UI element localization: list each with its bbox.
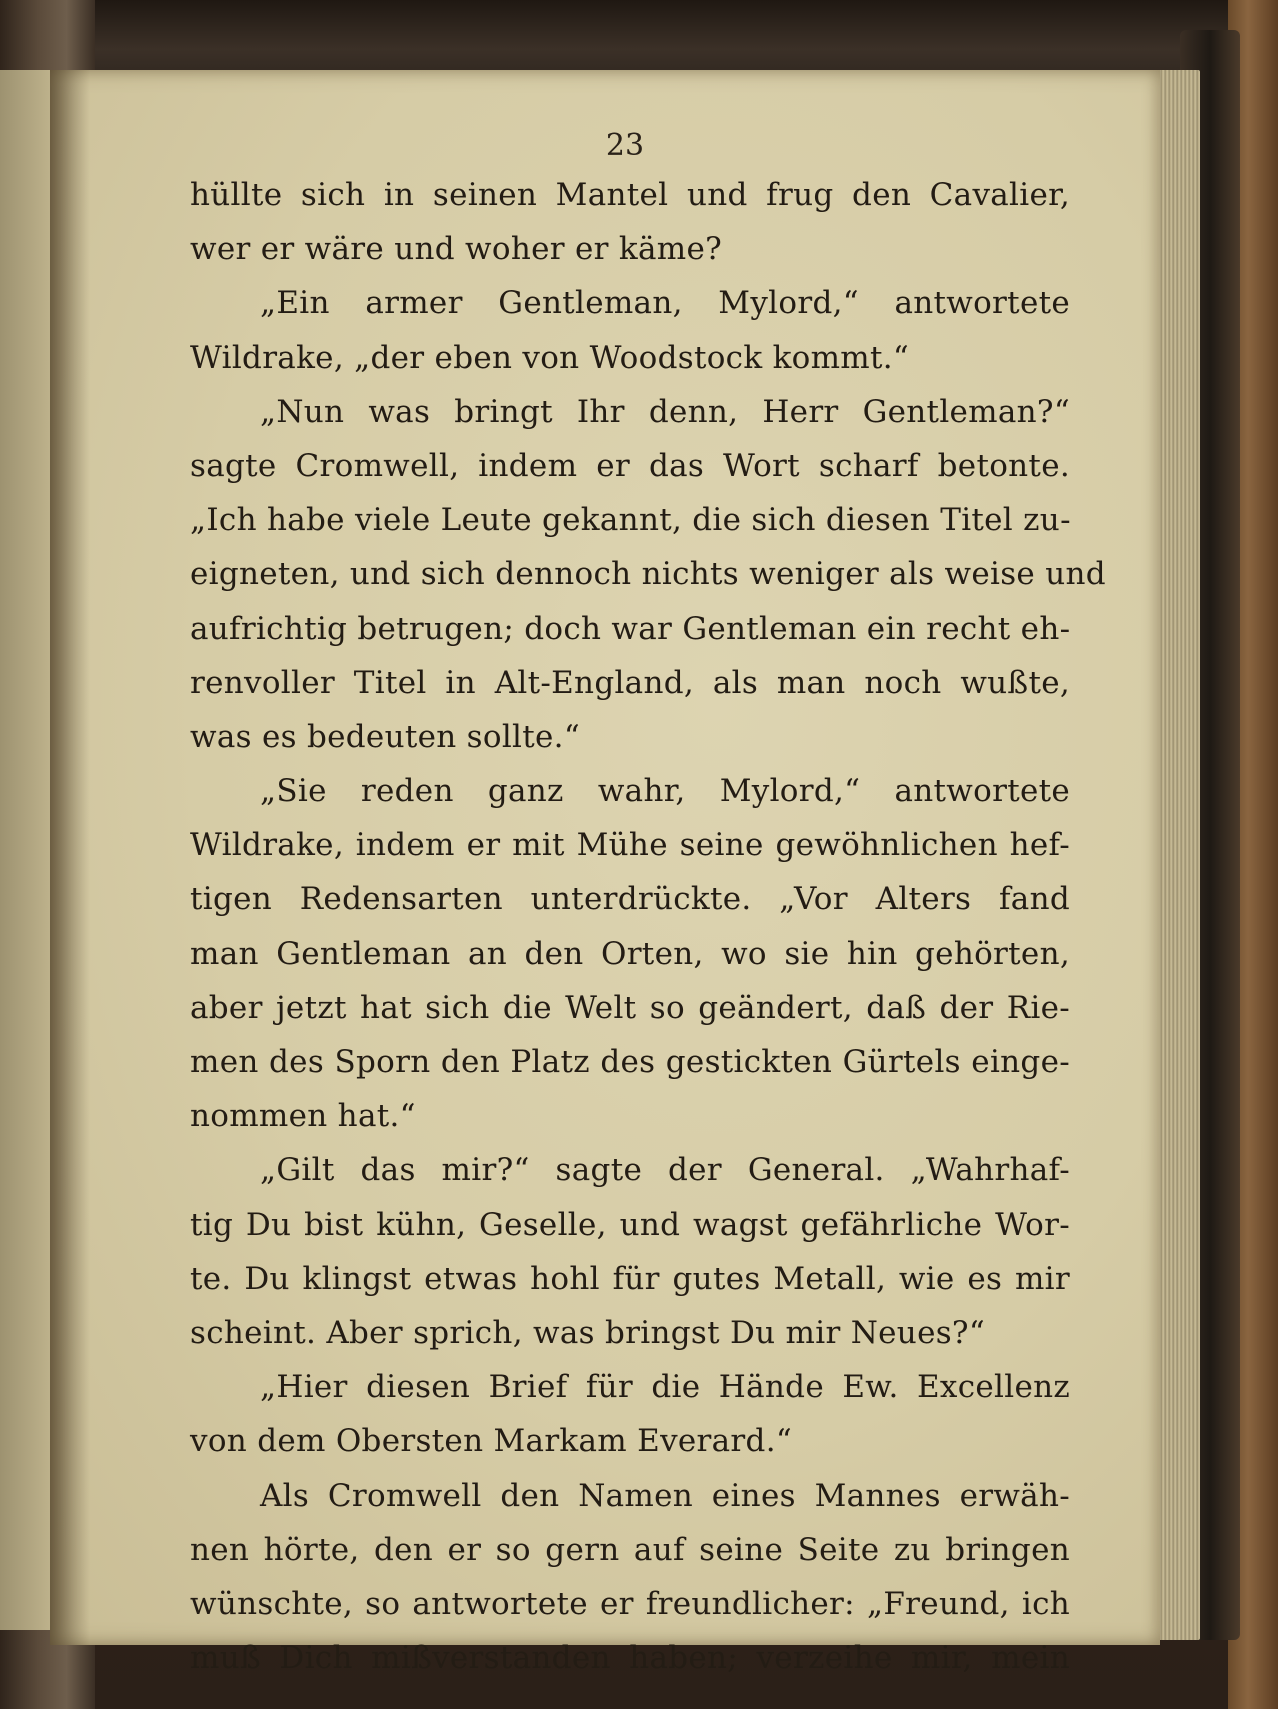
body-text bbox=[190, 168, 1106, 1685]
text-line: hüllte sich in seinen Mantel und frug den Cavalier, bbox=[190, 177, 1070, 213]
text-line: wer er wäre und woher er käme? bbox=[190, 231, 723, 268]
text-line: „Hier diesen Brief für die Hände Ew. Excellenz bbox=[260, 1369, 1070, 1406]
text-line: „Gilt das mir?“ sagte der General. „Wahrhaf- bbox=[260, 1152, 1070, 1189]
text-line: te. Du klingst etwas hohl für gutes Metall, wie es mir bbox=[190, 1260, 1070, 1297]
text-line: „Ich habe viele Leute gekannt, die sich diesen Titel zu- bbox=[190, 502, 1071, 539]
text-line: was es bedeuten sollte.“ bbox=[190, 718, 580, 755]
page-number: 23 bbox=[605, 128, 645, 163]
text-line: tigen Redensarten unterdrückte. „Vor Alters fand bbox=[190, 881, 1070, 918]
text-line: renvoller Titel in Alt-England, als man noch wußte, bbox=[190, 664, 1070, 701]
text-line: „Nun was bringt Ihr denn, Herr Gentleman?“ bbox=[260, 393, 1070, 430]
text-line: aufrichtig betrugen; doch war Gentleman ein recht eh- bbox=[190, 610, 1071, 647]
text-line: nen hörte, den er so gern auf seine Seite zu bringen bbox=[190, 1531, 1070, 1568]
text-line: man Gentleman an den Orten, wo sie hin gehörten, bbox=[190, 935, 1070, 972]
text-line: Als Cromwell den Namen eines Mannes erwäh- bbox=[260, 1477, 1070, 1514]
text-line: Wildrake, „der eben von Woodstock kommt.“ bbox=[190, 339, 910, 376]
text-line: eigneten, und sich dennoch nichts weniger als weise und bbox=[190, 556, 1106, 593]
text-line: wünschte, so antwortete er freundlicher: „Freund, ich bbox=[190, 1585, 1070, 1622]
text-line: muß Dich mißverstanden haben; verzeihe mir, mein bbox=[190, 1640, 1070, 1677]
text-line: „Sie reden ganz wahr, Mylord,“ antwortete bbox=[260, 773, 1070, 810]
text-line: aber jetzt hat sich die Welt so geändert, daß der Rie- bbox=[190, 989, 1070, 1026]
text-line: men des Sporn den Platz des gestickten Gürtels einge- bbox=[190, 1044, 1070, 1080]
text-line: von dem Obersten Markam Everard.“ bbox=[190, 1423, 793, 1460]
text-line: sagte Cromwell, indem er das Wort scharf betonte. bbox=[190, 447, 1070, 484]
text-line: „Ein armer Gentleman, Mylord,“ antwortete bbox=[260, 285, 1070, 322]
text-line: scheint. Aber sprich, was bringst Du mir Neues?“ bbox=[190, 1314, 985, 1351]
book-page bbox=[50, 70, 1160, 1677]
text-line: tig Du bist kühn, Geselle, und wagst gefährliche Wor- bbox=[190, 1206, 1070, 1243]
spine-shadow bbox=[50, 70, 90, 1645]
text-line: nommen hat.“ bbox=[190, 1098, 416, 1135]
text-line: Wildrake, indem er mit Mühe seine gewöhnlichen hef- bbox=[190, 827, 1070, 864]
